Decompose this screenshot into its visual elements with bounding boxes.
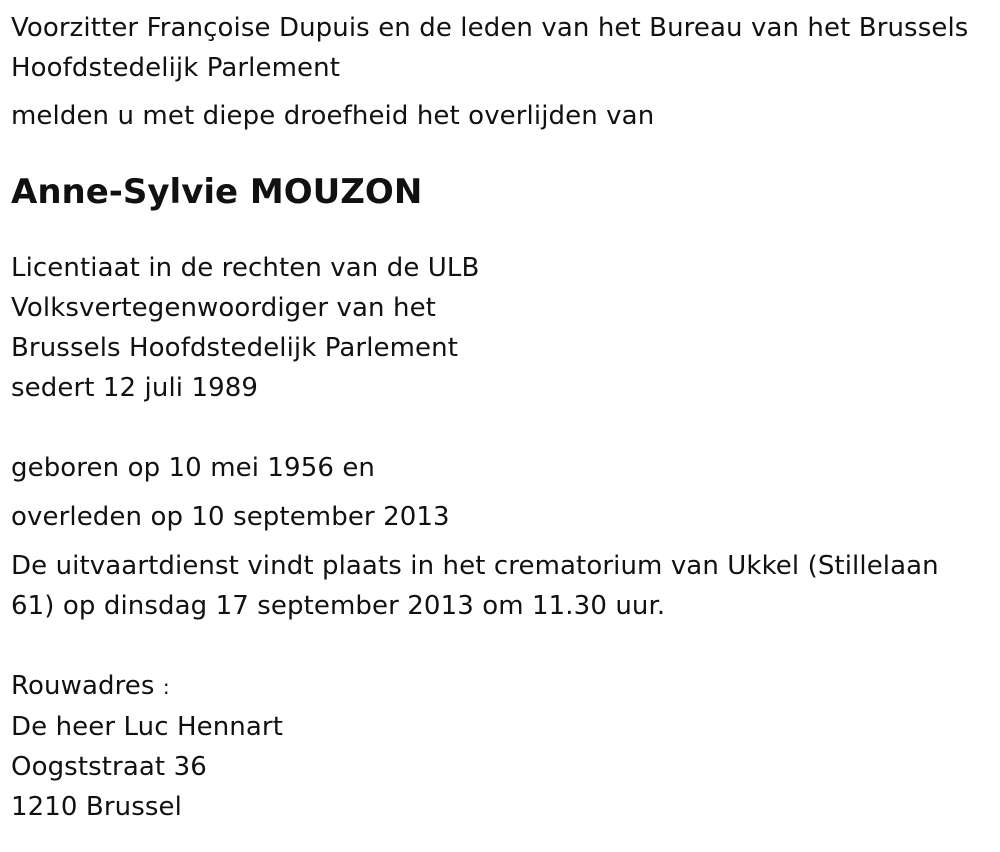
intro-line-3: melden u met diepe droefheid het overlijden van: [11, 101, 655, 131]
titles-block: [11, 248, 991, 408]
ceremony-block: [11, 546, 991, 626]
death-date: overleden op 10 september 2013: [11, 502, 450, 532]
address-street: Oogststraat 36: [11, 752, 207, 782]
title-line-1: Licentiaat in de rechten van de ULB: [11, 253, 480, 283]
intro-line-2: Hoofdstedelijk Parlement: [11, 53, 340, 83]
title-line-4: sedert 12 juli 1989: [11, 373, 259, 403]
ceremony-line-2: 61) op dinsdag 17 september 2013 om 11.30 uur.: [11, 591, 666, 621]
address-label-text: Rouwadres: [11, 671, 155, 701]
address-label: [11, 666, 991, 707]
address-block: [11, 666, 991, 827]
address-name: De heer Luc Hennart: [11, 712, 283, 742]
intro-line-1: Voorzitter Françoise Dupuis en de leden van het Bureau van het Brussels: [11, 13, 969, 43]
death-notice: [11, 8, 991, 827]
title-line-3: Brussels Hoofdstedelijk Parlement: [11, 333, 459, 363]
title-line-2: Volksvertegenwoordiger van het: [11, 293, 436, 323]
address-label-colon: :: [162, 675, 170, 699]
birth-date: geboren op 10 mei 1956 en: [11, 453, 376, 483]
deceased-name: Anne-Sylvie MOUZON: [11, 172, 423, 212]
address-city: 1210 Brussel: [11, 792, 182, 822]
ceremony-line-1: De uitvaartdienst vindt plaats in het crematorium van Ukkel (Stillelaan: [11, 551, 939, 581]
dates-block: [11, 448, 991, 537]
